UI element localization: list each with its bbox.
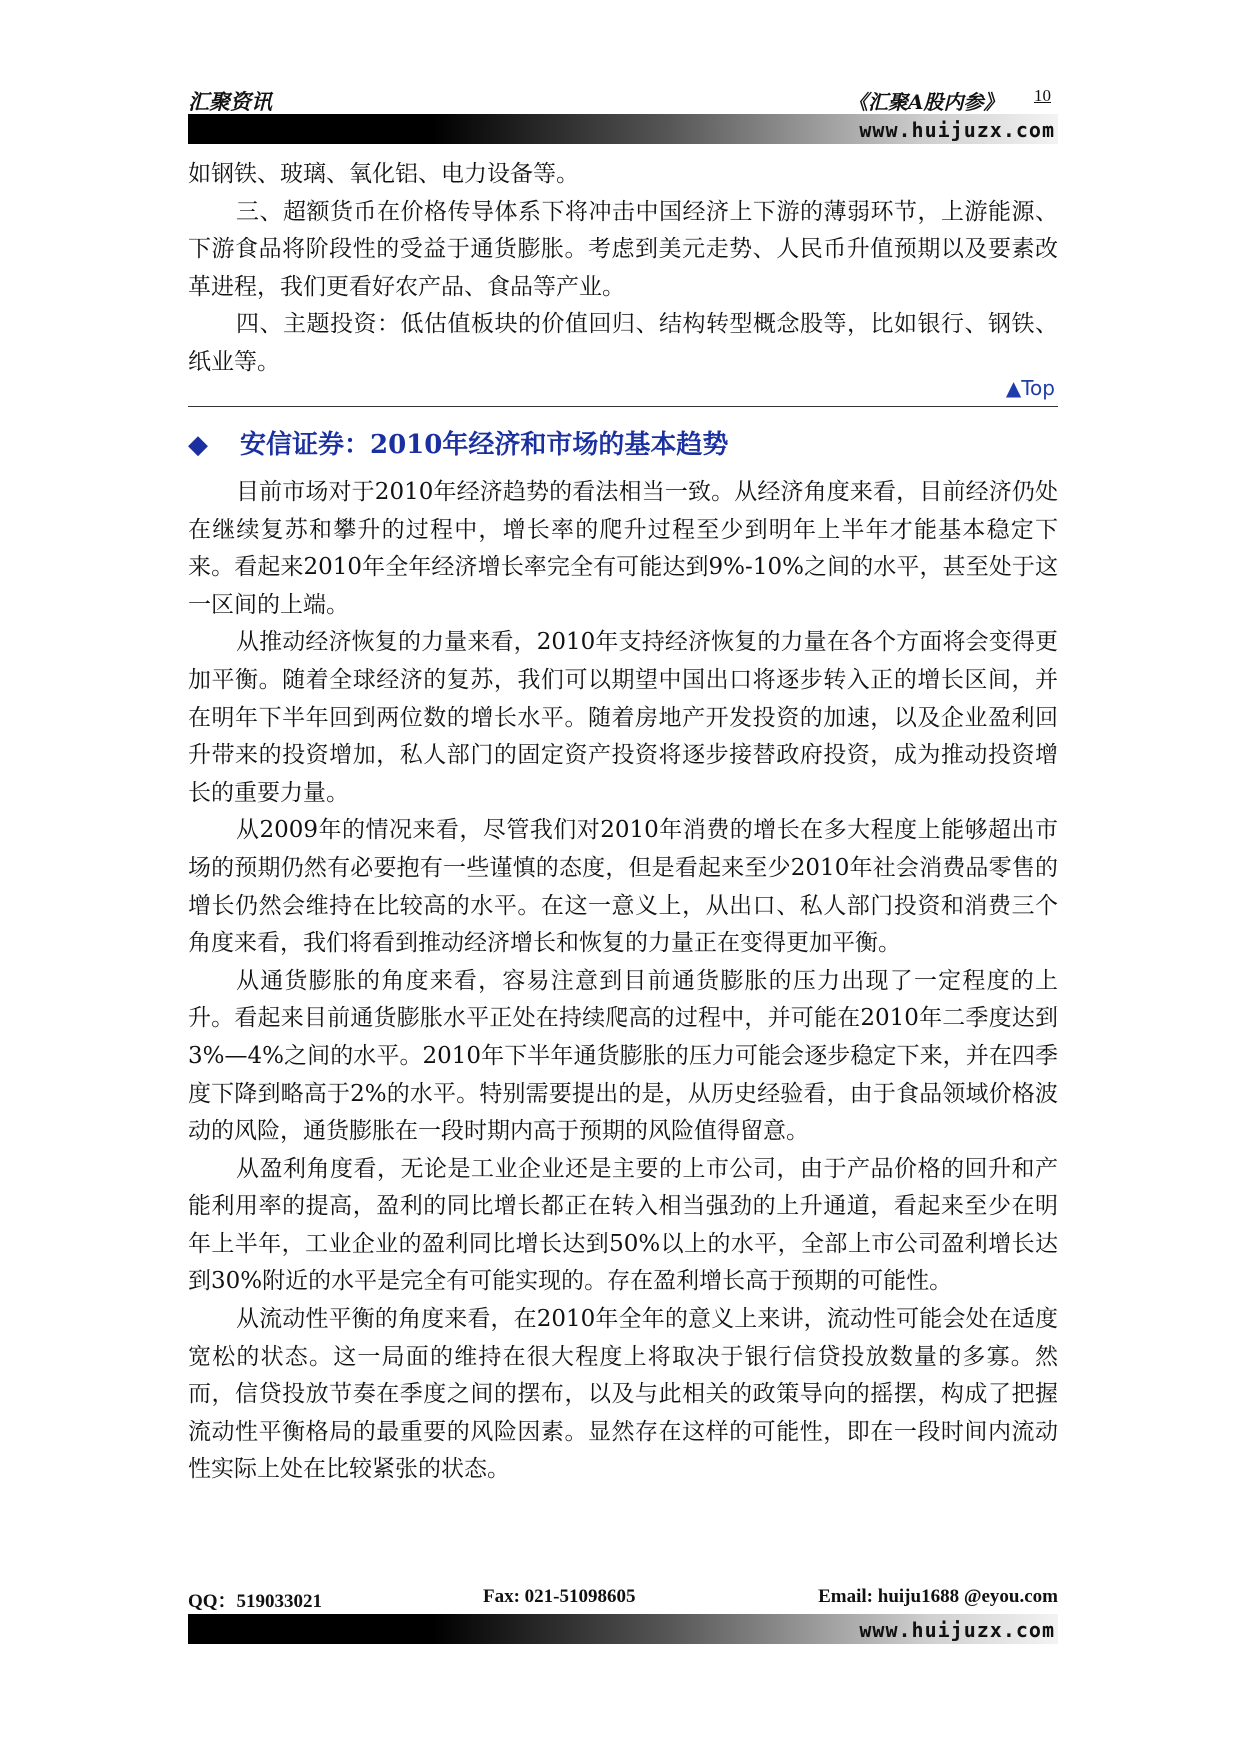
section-divider [188, 406, 1058, 407]
footer-fax: Fax: 021-51098605 [483, 1586, 636, 1607]
intro-paragraph-2: 三、超额货币在价格传导体系下将冲击中国经济上下游的薄弱环节，上游能源、下游食品将阶段性的受益于通货膨胀。考虑到美元走势、人民币升值预期以及要素改革进程，我们更看好农产品、食品等产业。 [188, 198, 1058, 300]
diamond-bullet-icon: ◆ [188, 430, 208, 460]
header-publication: 《汇聚A股内参》 [848, 90, 1004, 114]
section-paragraph-6: 从流动性平衡的角度来看，在2010年全年的意义上来讲，流动性可能会处在适度宽松的状态。这一局面的维持在很大程度上将取决于银行信贷投放数量的多寡。然而，信贷投放节奏在季度之间的摆布，以及与此相关的政策导向的摇摆，构成了把握流动性平衡格局的最重要的风险因素。显然存在这样的可能性，即在一段时间内流动性实际上处在比较紧张的状态。 [188, 1306, 1058, 1483]
section-title [188, 424, 728, 461]
page-number: 10 [1034, 86, 1051, 105]
section-paragraph-3: 从2009年的情况来看，尽管我们对2010年消费的增长在多大程度上能够超出市场的预期仍然有必要抱有一些谨慎的态度，但是看起来至少2010年社会消费品零售的增长仍然会维持在比较高的水平。在这一意义上，从出口、私人部门投资和消费三个角度来看，我们将看到推动经济增长和恢复的力量正在变得更加平衡。 [188, 817, 1058, 957]
section-body [188, 474, 1058, 1489]
back-to-top-link[interactable]: ▲Top [1005, 376, 1055, 400]
intro-text [188, 156, 1058, 382]
section-title-text: 安信证券：2010年经济和市场的基本趋势 [240, 430, 729, 460]
section-paragraph-1: 目前市场对于2010年经济趋势的看法相当一致。从经济角度来看，目前经济仍处在继续复苏和攀升的过程中，增长率的爬升过程至少到明年上半年才能基本稳定下来。看起来2010年全年经济增长率完全有可能达到9%-10%之间的水平，甚至处于这一区间的上端。 [188, 479, 1058, 618]
header-url: www.huijuzx.com [859, 118, 1055, 142]
footer-qq: QQ：519033021 [188, 1591, 323, 1612]
footer-email: Email: huiju1688 @eyou.com [818, 1586, 1058, 1607]
intro-paragraph-3: 四、主题投资：低估值板块的价值回归、结构转型概念股等，比如银行、钢铁、纸业等。 [188, 311, 1058, 375]
section-paragraph-4: 从通货膨胀的角度来看，容易注意到目前通货膨胀的压力出现了一定程度的上升。看起来目前通货膨胀水平正处在持续爬高的过程中，并可能在2010年二季度达到3%—4%之间的水平。2010年下半年通货膨胀的压力可能会逐步稳定下来，并在四季度下降到略高于2%的水平。特别需要提出的是，从历史经验看，由于食品领域价格波动的风险，通货膨胀在一段时期内高于预期的风险值得留意。 [188, 967, 1058, 1145]
section-paragraph-5: 从盈利角度看，无论是工业企业还是主要的上市公司，由于产品价格的回升和产能利用率的提高，盈利的同比增长都正在转入相当强劲的上升通道，看起来至少在明年上半年，工业企业的盈利同比增长达到50%以上的水平，全部上市公司盈利增长达到30%附近的水平是完全有可能实现的。存在盈利增长高于预期的可能性。 [188, 1155, 1058, 1295]
footer-url: www.huijuzx.com [859, 1618, 1055, 1642]
section-paragraph-2: 从推动经济恢复的力量来看，2010年支持经济恢复的力量在各个方面将会变得更加平衡。随着全球经济的复苏，我们可以期望中国出口将逐步转入正的增长区间，并在明年下半年回到两位数的增长水平。随着房地产开发投资的加速，以及企业盈利回升带来的投资增加，私人部门的固定资产投资将逐步接替政府投资，成为推动投资增长的重要力量。 [188, 629, 1058, 806]
intro-paragraph-1: 如钢铁、玻璃、氧化铝、电力设备等。 [188, 161, 579, 187]
header-brand: 汇聚资讯 [188, 90, 272, 114]
